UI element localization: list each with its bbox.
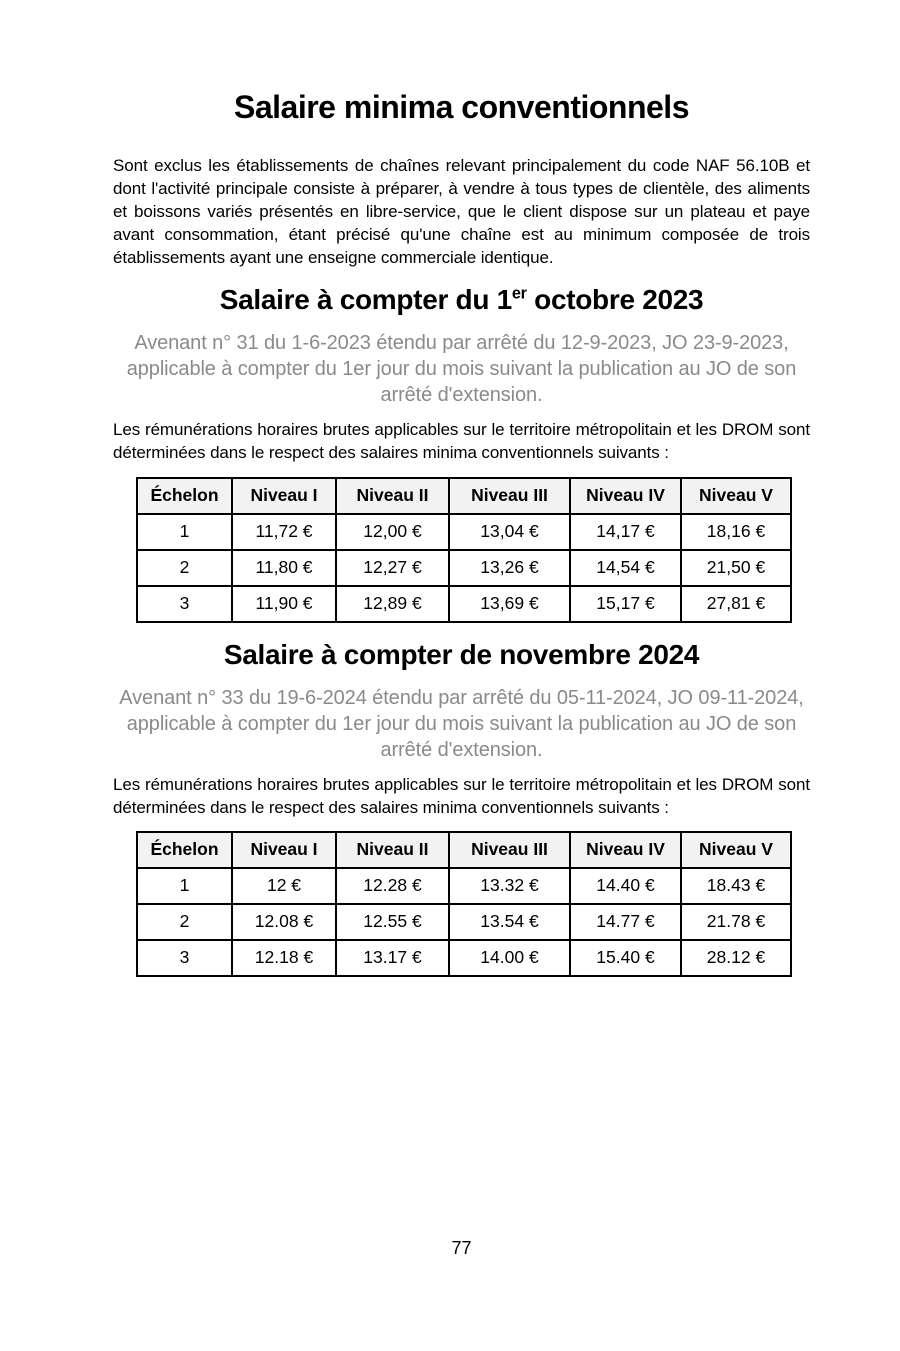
table-cell: 11,80 € <box>232 550 336 586</box>
table-header-cell: Niveau V <box>681 832 791 868</box>
avenant-note: Avenant n° 33 du 19-6-2024 étendu par arrêté du 05-11-2024, JO 09-11-2024, applicable à compter du 1er jour du mois suivant la publication au JO de son arrêté d'extension. <box>119 686 804 761</box>
table-row <box>137 868 791 904</box>
table-cell: 12,00 € <box>336 514 449 550</box>
table-header-cell: Niveau I <box>232 832 336 868</box>
section-intro-paragraph: Les rémunérations horaires brutes applicables sur le territoire métropolitain et les DROM sont déterminées dans le respect des salaires minima conventionnels suivants : <box>113 774 810 817</box>
table-cell: 15.40 € <box>570 940 681 976</box>
table-cell: 11,72 € <box>232 514 336 550</box>
table-cell: 12.28 € <box>336 868 449 904</box>
heading-text: Salaire à compter du 1 <box>219 284 512 316</box>
heading-text-rest: octobre 2023 <box>526 284 704 316</box>
table-cell: 21.78 € <box>681 904 791 940</box>
table-cell: 14,17 € <box>570 514 681 550</box>
table-cell-echelon: 1 <box>137 868 232 904</box>
table-row <box>137 940 791 976</box>
intro-paragraph: Sont exclus les établissements de chaînes relevant principalement du code NAF 56.10B et dont l'activité principale consiste à préparer, à vendre à tous types de clientèle, des aliments et boissons variés présentés en libre-service, que le client dispose sur un plateau et paye avant consommation, étant précisé qu'une chaîne est au minimum composée de trois établissements ayant une enseigne commerciale identique. <box>113 156 810 268</box>
page-content <box>113 0 810 977</box>
salary-table-2023 <box>136 477 792 623</box>
table-cell: 12,89 € <box>336 586 449 622</box>
section-salary-november-2024 <box>113 638 810 977</box>
avenant-note: Avenant n° 31 du 1-6-2023 étendu par arrêté du 12-9-2023, JO 23-9-2023, applicable à compter du 1er jour du mois suivant la publication au JO de son arrêté d'extension. <box>126 331 797 406</box>
table-header-cell: Niveau II <box>336 478 449 514</box>
section-heading <box>113 283 810 317</box>
table-header-cell: Niveau I <box>232 478 336 514</box>
table-cell: 13.32 € <box>449 868 570 904</box>
table-cell-echelon: 2 <box>137 550 232 586</box>
table-cell: 12.55 € <box>336 904 449 940</box>
table-header-cell: Niveau IV <box>570 832 681 868</box>
heading-text: Salaire à compter de novembre 2024 <box>223 638 700 670</box>
table-cell: 13,26 € <box>449 550 570 586</box>
table-cell-echelon: 3 <box>137 940 232 976</box>
table-header-row <box>137 478 791 514</box>
table-header-cell: Échelon <box>137 478 232 514</box>
section-heading <box>113 638 810 672</box>
table-cell-echelon: 2 <box>137 904 232 940</box>
table-cell: 14,54 € <box>570 550 681 586</box>
table-cell: 21,50 € <box>681 550 791 586</box>
table-header-cell: Niveau III <box>449 832 570 868</box>
table-cell: 18,16 € <box>681 514 791 550</box>
page-title: Salaire minima conventionnels <box>234 89 689 125</box>
table-cell: 13,69 € <box>449 586 570 622</box>
table-cell: 12 € <box>232 868 336 904</box>
table-cell: 13.17 € <box>336 940 449 976</box>
heading-superscript: er <box>511 285 527 304</box>
table-cell: 12.18 € <box>232 940 336 976</box>
table-header-row <box>137 832 791 868</box>
table-cell-echelon: 1 <box>137 514 232 550</box>
table-cell: 14.00 € <box>449 940 570 976</box>
table-row <box>137 904 791 940</box>
section-salary-october-2023 <box>113 283 810 623</box>
table-cell: 12.08 € <box>232 904 336 940</box>
table-cell: 12,27 € <box>336 550 449 586</box>
section-intro-paragraph: Les rémunérations horaires brutes applicables sur le territoire métropolitain et les DROM sont déterminées dans le respect des salaires minima conventionnels suivants : <box>113 419 810 462</box>
table-cell: 14.77 € <box>570 904 681 940</box>
table-cell: 27,81 € <box>681 586 791 622</box>
table-header-cell: Niveau II <box>336 832 449 868</box>
table-header-cell: Niveau V <box>681 478 791 514</box>
table-cell: 28.12 € <box>681 940 791 976</box>
table-cell-echelon: 3 <box>137 586 232 622</box>
table-header-cell: Niveau IV <box>570 478 681 514</box>
salary-table-2024 <box>136 831 792 977</box>
table-header-cell: Échelon <box>137 832 232 868</box>
table-cell: 18.43 € <box>681 868 791 904</box>
table-row <box>137 586 791 622</box>
table-cell: 11,90 € <box>232 586 336 622</box>
table-cell: 14.40 € <box>570 868 681 904</box>
table-cell: 15,17 € <box>570 586 681 622</box>
table-cell: 13.54 € <box>449 904 570 940</box>
table-cell: 13,04 € <box>449 514 570 550</box>
table-header-cell: Niveau III <box>449 478 570 514</box>
table-row <box>137 514 791 550</box>
page-number: 77 <box>451 1238 472 1258</box>
table-row <box>137 550 791 586</box>
